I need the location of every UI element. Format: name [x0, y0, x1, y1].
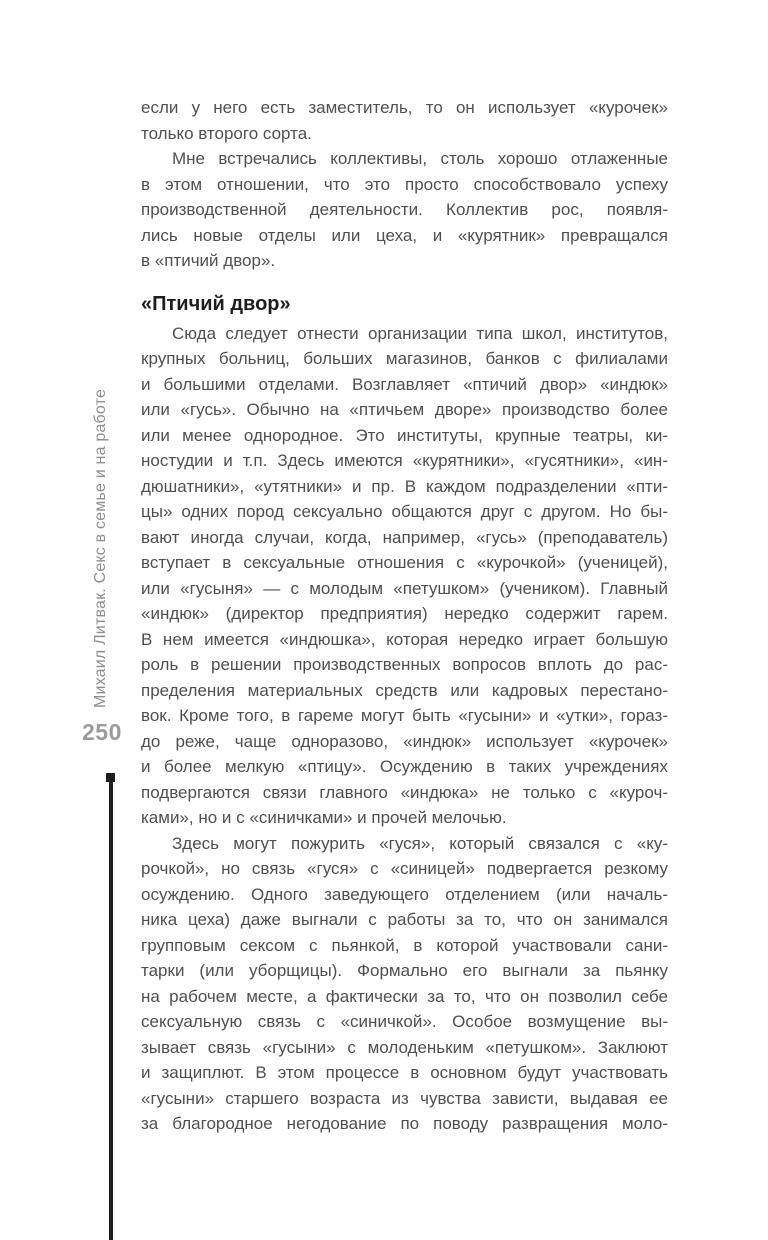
text-column: [141, 95, 668, 1137]
text-line: ками», но и с «синичками» и прочей мелочью.: [141, 808, 507, 827]
text-line: и более мелкую «птицу». Осуждению в таких учреждениях: [141, 757, 668, 776]
margin-rule-line: [109, 781, 113, 1240]
text-line: вают иногда случаи, когда, например, «гусь» (преподаватель): [141, 527, 668, 547]
book-title-vertical: Михаил Литвак. Секс в семье и на работе: [92, 388, 109, 708]
text-line: роль в решении производственных вопросов вплоть до рас-: [141, 655, 668, 674]
text-line: групповым сексом с пьянкой, в которой участвовали сани-: [141, 935, 668, 955]
text-line: лись новые отделы или цеха, и «курятник» превращался: [141, 225, 668, 245]
text-line: пределения материальных средств или кадровых перестано-: [141, 680, 668, 700]
text-line: за благородное негодование по поводу развращения моло-: [141, 1114, 668, 1133]
text-line: «гусыни» старшего возраста из чувства зависти, выдавая ее: [141, 1088, 668, 1108]
text-line: дюшатники», «утятники» и пр. В каждом подразделении «пти-: [141, 476, 668, 496]
text-line: производственной деятельности. Коллектив рос, появля-: [141, 200, 668, 219]
text-line: ностудии и т.п. Здесь имеются «курятники», «гусятники», «ин-: [141, 451, 668, 470]
text-line: рочкой», но связь «гуся» с «синицей» подвергается резкому: [141, 859, 668, 878]
text-line: крупных больниц, больших магазинов, банков с филиалами: [141, 349, 668, 368]
text-line: в этом отношении, что это просто способствовало успеху: [141, 174, 668, 194]
text-line: или «гусь». Обычно на «птичьем дворе» производство более: [141, 400, 668, 419]
text-line: только второго сорта.: [141, 123, 312, 143]
text-line: до реже, чаще одноразово, «индюк» использует «курочек»: [141, 731, 668, 751]
text-line: осуждению. Одного заведующего отделением (или началь-: [141, 884, 668, 904]
section-heading: «Птичий двор»: [141, 292, 291, 315]
text-line: в «птичий двор».: [141, 251, 276, 270]
text-line: Сюда следует отнести организации типа школ, институтов,: [172, 323, 668, 343]
text-line: на рабочем месте, а фактически за то, что он позволил себе: [141, 986, 668, 1006]
text-line: и большими отделами. Возглавляет «птичий двор» «индюк»: [141, 374, 668, 394]
text-line: или менее однородное. Это институты, крупные театры, ки-: [141, 425, 668, 445]
text-line: вступает в сексуальные отношения с «курочкой» (ученицей),: [141, 553, 668, 572]
paragraph: [141, 831, 668, 1137]
text-line: если у него есть заместитель, то он использует «курочек»: [141, 98, 668, 117]
text-line: тарки (или уборщицы). Формально его выгнали за пьянку: [141, 961, 668, 980]
text-line: вок. Кроме того, в гареме могут быть «гусыни» и «утки», гораз-: [141, 706, 668, 725]
text-line: подвергаются связи главного «индюка» не только с «куроч-: [141, 782, 668, 802]
text-line: ника цеха) даже выгнали с работы за то, что он занимался: [141, 910, 668, 929]
text-line: Мне встречались коллективы, столь хорошо отлаженные: [172, 149, 668, 168]
text-line: В нем имеется «индюшка», которая нередко играет большую: [141, 629, 668, 649]
paragraph: [141, 321, 668, 831]
text-line: сексуальную связь с «синичкой». Особое возмущение вы-: [141, 1012, 668, 1031]
text-line: и защиплют. В этом процессе в основном будут участвовать: [141, 1063, 668, 1082]
text-line: цы» одних пород сексуально общаются друг с другом. Но бы-: [141, 502, 668, 521]
paragraph: [141, 146, 668, 274]
text-line: или «гусыня» — с молодым «петушком» (учеником). Главный: [141, 578, 668, 598]
paragraph: [141, 95, 668, 146]
text-line: Здесь могут пожурить «гуся», который связался с «ку-: [172, 833, 668, 853]
page-number: 250: [82, 719, 122, 745]
text-line: зывает связь «гусыни» с молоденьким «петушком». Заклюют: [141, 1037, 668, 1057]
text-line: «индюк» (директор предприятия) нередко содержит гарем.: [141, 604, 668, 623]
